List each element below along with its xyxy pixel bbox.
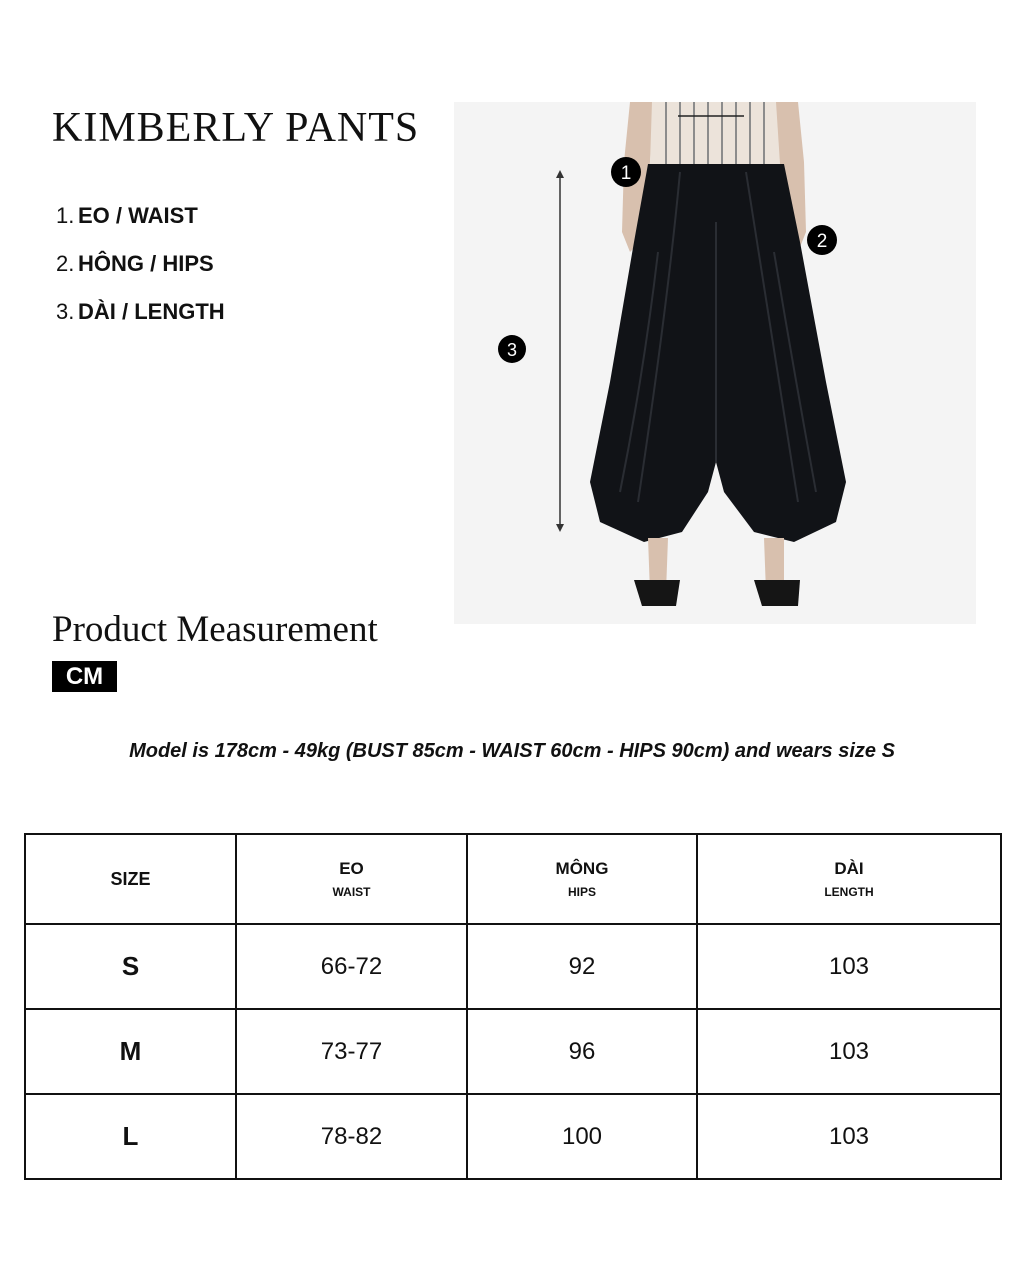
waist-cell: 78-82	[236, 1094, 467, 1179]
corset-top	[650, 102, 780, 164]
model-note: Model is 178cm - 49kg (BUST 85cm - WAIST 60cm - HIPS 90cm) and wears size S	[129, 740, 895, 762]
measurement-number: 3.	[56, 299, 75, 324]
product-illustration	[454, 102, 976, 624]
marker-label: 1	[620, 163, 632, 184]
marker-hips	[807, 225, 837, 255]
size-cell: M	[25, 1009, 236, 1094]
right-sandal	[754, 580, 800, 606]
marker-waist	[611, 157, 641, 187]
header-sublabel: WAIST	[332, 885, 371, 899]
size-cell: L	[25, 1094, 236, 1179]
measurement-number: 2.	[56, 251, 75, 276]
header-label: SIZE	[110, 868, 151, 889]
header-sublabel: LENGTH	[824, 885, 874, 899]
marker-length	[498, 335, 526, 363]
marker-label: 3	[506, 340, 518, 360]
measurement-label: DÀI / LENGTH	[78, 299, 225, 324]
header-label: EO	[339, 859, 364, 878]
product-title: KIMBERLY PANTS	[52, 105, 420, 151]
measurement-list	[56, 192, 225, 336]
hips-cell: 100	[467, 1094, 697, 1179]
length-cell: 103	[697, 1009, 1001, 1094]
length-cell: 103	[697, 924, 1001, 1009]
measurement-number: 1.	[56, 203, 75, 228]
measurement-item-waist	[56, 192, 225, 240]
header-length	[697, 834, 1001, 924]
marker-label: 2	[816, 231, 828, 252]
header-label: DÀI	[834, 859, 864, 878]
table-row	[25, 1009, 1001, 1094]
table-row	[25, 924, 1001, 1009]
unit-badge: CM	[52, 661, 117, 692]
measurement-item-length	[56, 288, 225, 336]
waist-cell: 66-72	[236, 924, 467, 1009]
header-waist	[236, 834, 467, 924]
measurement-label: EO / WAIST	[78, 203, 198, 228]
waist-cell: 73-77	[236, 1009, 467, 1094]
length-cell: 103	[697, 1094, 1001, 1179]
measurement-item-hips	[56, 240, 225, 288]
measurement-label: HÔNG / HIPS	[78, 251, 214, 276]
header-size	[25, 834, 236, 924]
product-photo	[454, 102, 976, 624]
header-sublabel: HIPS	[567, 885, 596, 899]
header-label: MÔNG	[555, 859, 609, 878]
hips-cell: 96	[467, 1009, 697, 1094]
table-header-row	[25, 834, 1001, 924]
size-cell: S	[25, 924, 236, 1009]
section-title: Product Measurement	[52, 609, 378, 650]
table-row	[25, 1094, 1001, 1179]
hips-cell: 92	[467, 924, 697, 1009]
header-hips	[467, 834, 697, 924]
left-sandal	[634, 580, 680, 606]
size-chart-table	[24, 833, 1002, 1180]
